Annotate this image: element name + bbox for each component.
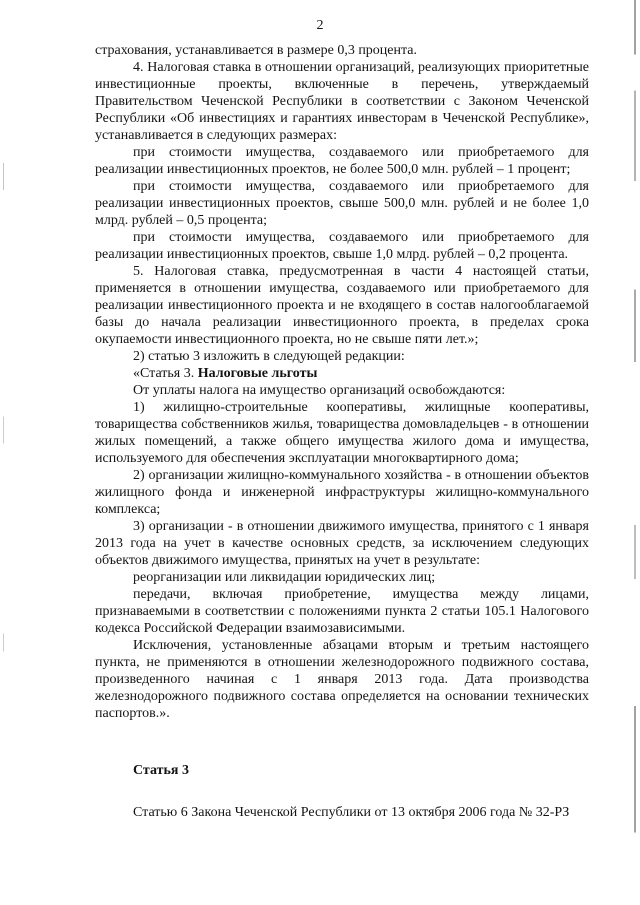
paragraph-item-5: 5. Налоговая ставка, предусмотренная в части 4 настоящей статьи, применяется в отношении имущества, создаваемого или приобретаемого для реализации инвестиционного проекта и не входящего в состав налогооблагаемой базы до начала реализации инвестиционного проекта, в пределах срока окупаемости инвестиционного проекта, но не свыше пяти лет.»; bbox=[95, 264, 589, 347]
paragraph-exemption-2: 2) организации жилищно-коммунального хозяйства - в отношении объектов жилищного фонда и инженерной инфраструктуры жилищно-коммунального комплекса; bbox=[95, 468, 589, 517]
paragraph-amendment-2: 2) статью 3 изложить в следующей редакции: bbox=[133, 349, 405, 364]
paragraph-exception-reorg: реорганизации или ликвидации юридических лиц; bbox=[133, 570, 436, 585]
document-body bbox=[95, 42, 589, 821]
paragraph-exceptions-note: Исключения, установленные абзацами вторым и третьим настоящего пункта, не применяются в отношении железнодорожного подвижного состава, произведенного начиная с 1 января 2013 года. Дата производства железнодорожного подвижного состава определяется на основании технических паспортов.». bbox=[95, 638, 589, 721]
paragraph-exemptions-intro: От уплаты налога на имущество организаций освобождаются: bbox=[133, 383, 506, 398]
paragraph-exception-transfer: передачи, включая приобретение, имущества между лицами, признаваемыми в соответствии с положениями пункта 2 статьи 105.1 Налогового кодекса Российской Федерации взаимозависимыми. bbox=[95, 587, 589, 636]
page-number: 2 bbox=[316, 18, 324, 33]
article3-heading-prefix: «Статья 3. bbox=[133, 366, 195, 381]
paragraph-continuation: страхования, устанавливается в размере 0,3 процента. bbox=[95, 43, 418, 58]
paragraph-rate-3: при стоимости имущества, создаваемого или приобретаемого для реализации инвестиционных проектов, свыше 1,0 млрд. рублей – 0,2 процента. bbox=[95, 230, 589, 262]
paragraph-exemption-1: 1) жилищно-строительные кооперативы, жилищные кооперативы, товарищества собственников жилья, товарищества домовладельцев - в отношении жилых помещений, а также общего имущества жилого дома и имущества, используемого для обеспечения эксплуатации многоквартирного дома; bbox=[95, 400, 589, 466]
article3-heading-line bbox=[95, 365, 589, 382]
scan-edge-right bbox=[634, 0, 636, 905]
paragraph-rate-2: при стоимости имущества, создаваемого или приобретаемого для реализации инвестиционных проектов, свыше 500,0 млн. рублей и не более 1,0 млрд. рублей – 0,5 процента; bbox=[95, 179, 589, 228]
paragraph-rate-1: при стоимости имущества, создаваемого или приобретаемого для реализации инвестиционных проектов, не более 500,0 млн. рублей – 1 процент; bbox=[95, 145, 589, 177]
paragraph-item-4: 4. Налоговая ставка в отношении организаций, реализующих приоритетные инвестиционные проекты, включенные в перечень, утверждаемый Правительством Чеченской Республики в соответствии с Законом Чеченской Республики «Об инвестициях и гарантиях инвесторам в Чеченской Республике», устанавливается в следующих размерах: bbox=[95, 60, 589, 143]
article-heading: Статья 3 bbox=[133, 763, 189, 778]
article-text: Статью 6 Закона Чеченской Республики от 13 октября 2006 года № 32-РЗ bbox=[133, 805, 570, 820]
scan-edge-left bbox=[3, 0, 4, 905]
paragraph-exemption-3: 3) организации - в отношении движимого имущества, принятого с 1 января 2013 года на учет в качестве основных средств, за исключением следующих объектов движимого имущества, принятых на учет в результате: bbox=[95, 519, 589, 568]
article3-heading-title: Налоговые льготы bbox=[197, 366, 318, 381]
